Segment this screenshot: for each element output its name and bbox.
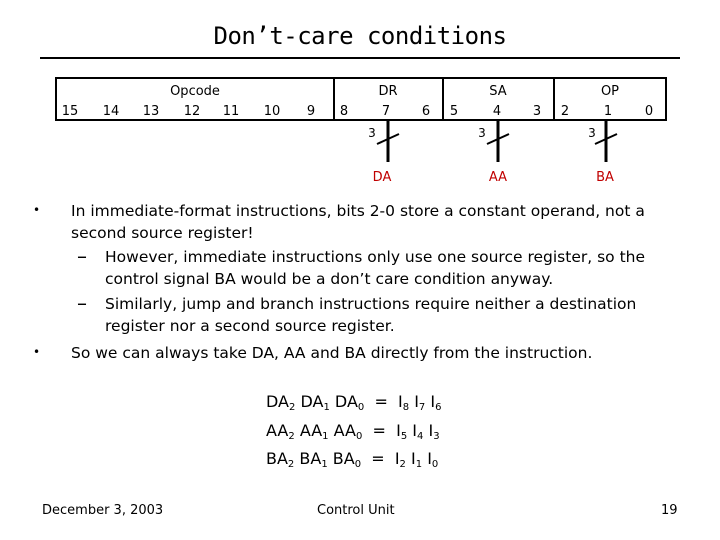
- equation-da: $DA_2$ $DA_1$ $DA_0 = I_8$ $I_7$ $I_6$: [266, 392, 442, 413]
- signal-label-aa: AA: [488, 170, 508, 185]
- bit-number: 10: [263, 104, 281, 119]
- sub-bullet-dash: –: [77, 244, 87, 268]
- slide-title: Don’t-care conditions: [213, 22, 507, 50]
- field-label-sa: SA: [489, 84, 507, 99]
- bit-number: 8: [339, 104, 349, 119]
- bus-width-da: 3: [368, 126, 376, 140]
- field-label-op: OP: [600, 84, 620, 99]
- bullet-dot: •: [33, 203, 41, 217]
- bit-number: 14: [102, 104, 120, 119]
- sub-bullet-dash: –: [77, 291, 87, 315]
- bullet-text: In immediate-format instructions, bits 2-0 store a constant operand, not a second source register!: [71, 202, 645, 242]
- equation-aa: $AA_2$ $AA_1$ $AA_0 = I_5$ $I_4$ $I_3$: [266, 421, 440, 442]
- sub-bullet-text: Similarly, jump and branch instructions require neither a destination register nor a second source register.: [105, 295, 637, 335]
- footer-date: December 3, 2003: [42, 503, 164, 518]
- bullet-dot: •: [33, 345, 41, 359]
- bit-number: 4: [492, 104, 502, 119]
- footer-title: Control Unit: [317, 503, 395, 518]
- field-label-dr: DR: [378, 84, 398, 99]
- bit-number: 15: [61, 104, 79, 119]
- bullet-text: So we can always take DA, AA and BA directly from the instruction.: [71, 344, 593, 362]
- bit-number: 1: [603, 104, 613, 119]
- bit-number: 7: [381, 104, 391, 119]
- field-label-opcode: Opcode: [170, 84, 220, 99]
- bit-number: 3: [532, 104, 542, 119]
- equation-ba: $BA_2$ $BA_1$ $BA_0 = I_2$ $I_1$ $I_0$: [266, 449, 439, 470]
- bit-number: 13: [142, 104, 160, 119]
- bus-width-ba: 3: [588, 126, 596, 140]
- signal-label-da: DA: [372, 170, 392, 185]
- bit-number: 12: [183, 104, 201, 119]
- bit-number: 2: [560, 104, 570, 119]
- signal-label-ba: BA: [596, 170, 614, 185]
- footer-page-number: 19: [661, 503, 678, 518]
- sub-bullet-text: However, immediate instructions only use one source register, so the control signal BA would be a don’t care condition anyway.: [105, 248, 646, 288]
- bit-number: 6: [421, 104, 431, 119]
- bit-number: 11: [222, 104, 240, 119]
- bit-number: 0: [644, 104, 654, 119]
- bit-number: 9: [306, 104, 316, 119]
- bus-width-aa: 3: [478, 126, 486, 140]
- bit-number: 5: [449, 104, 459, 119]
- instruction-format-diagram: [0, 0, 720, 200]
